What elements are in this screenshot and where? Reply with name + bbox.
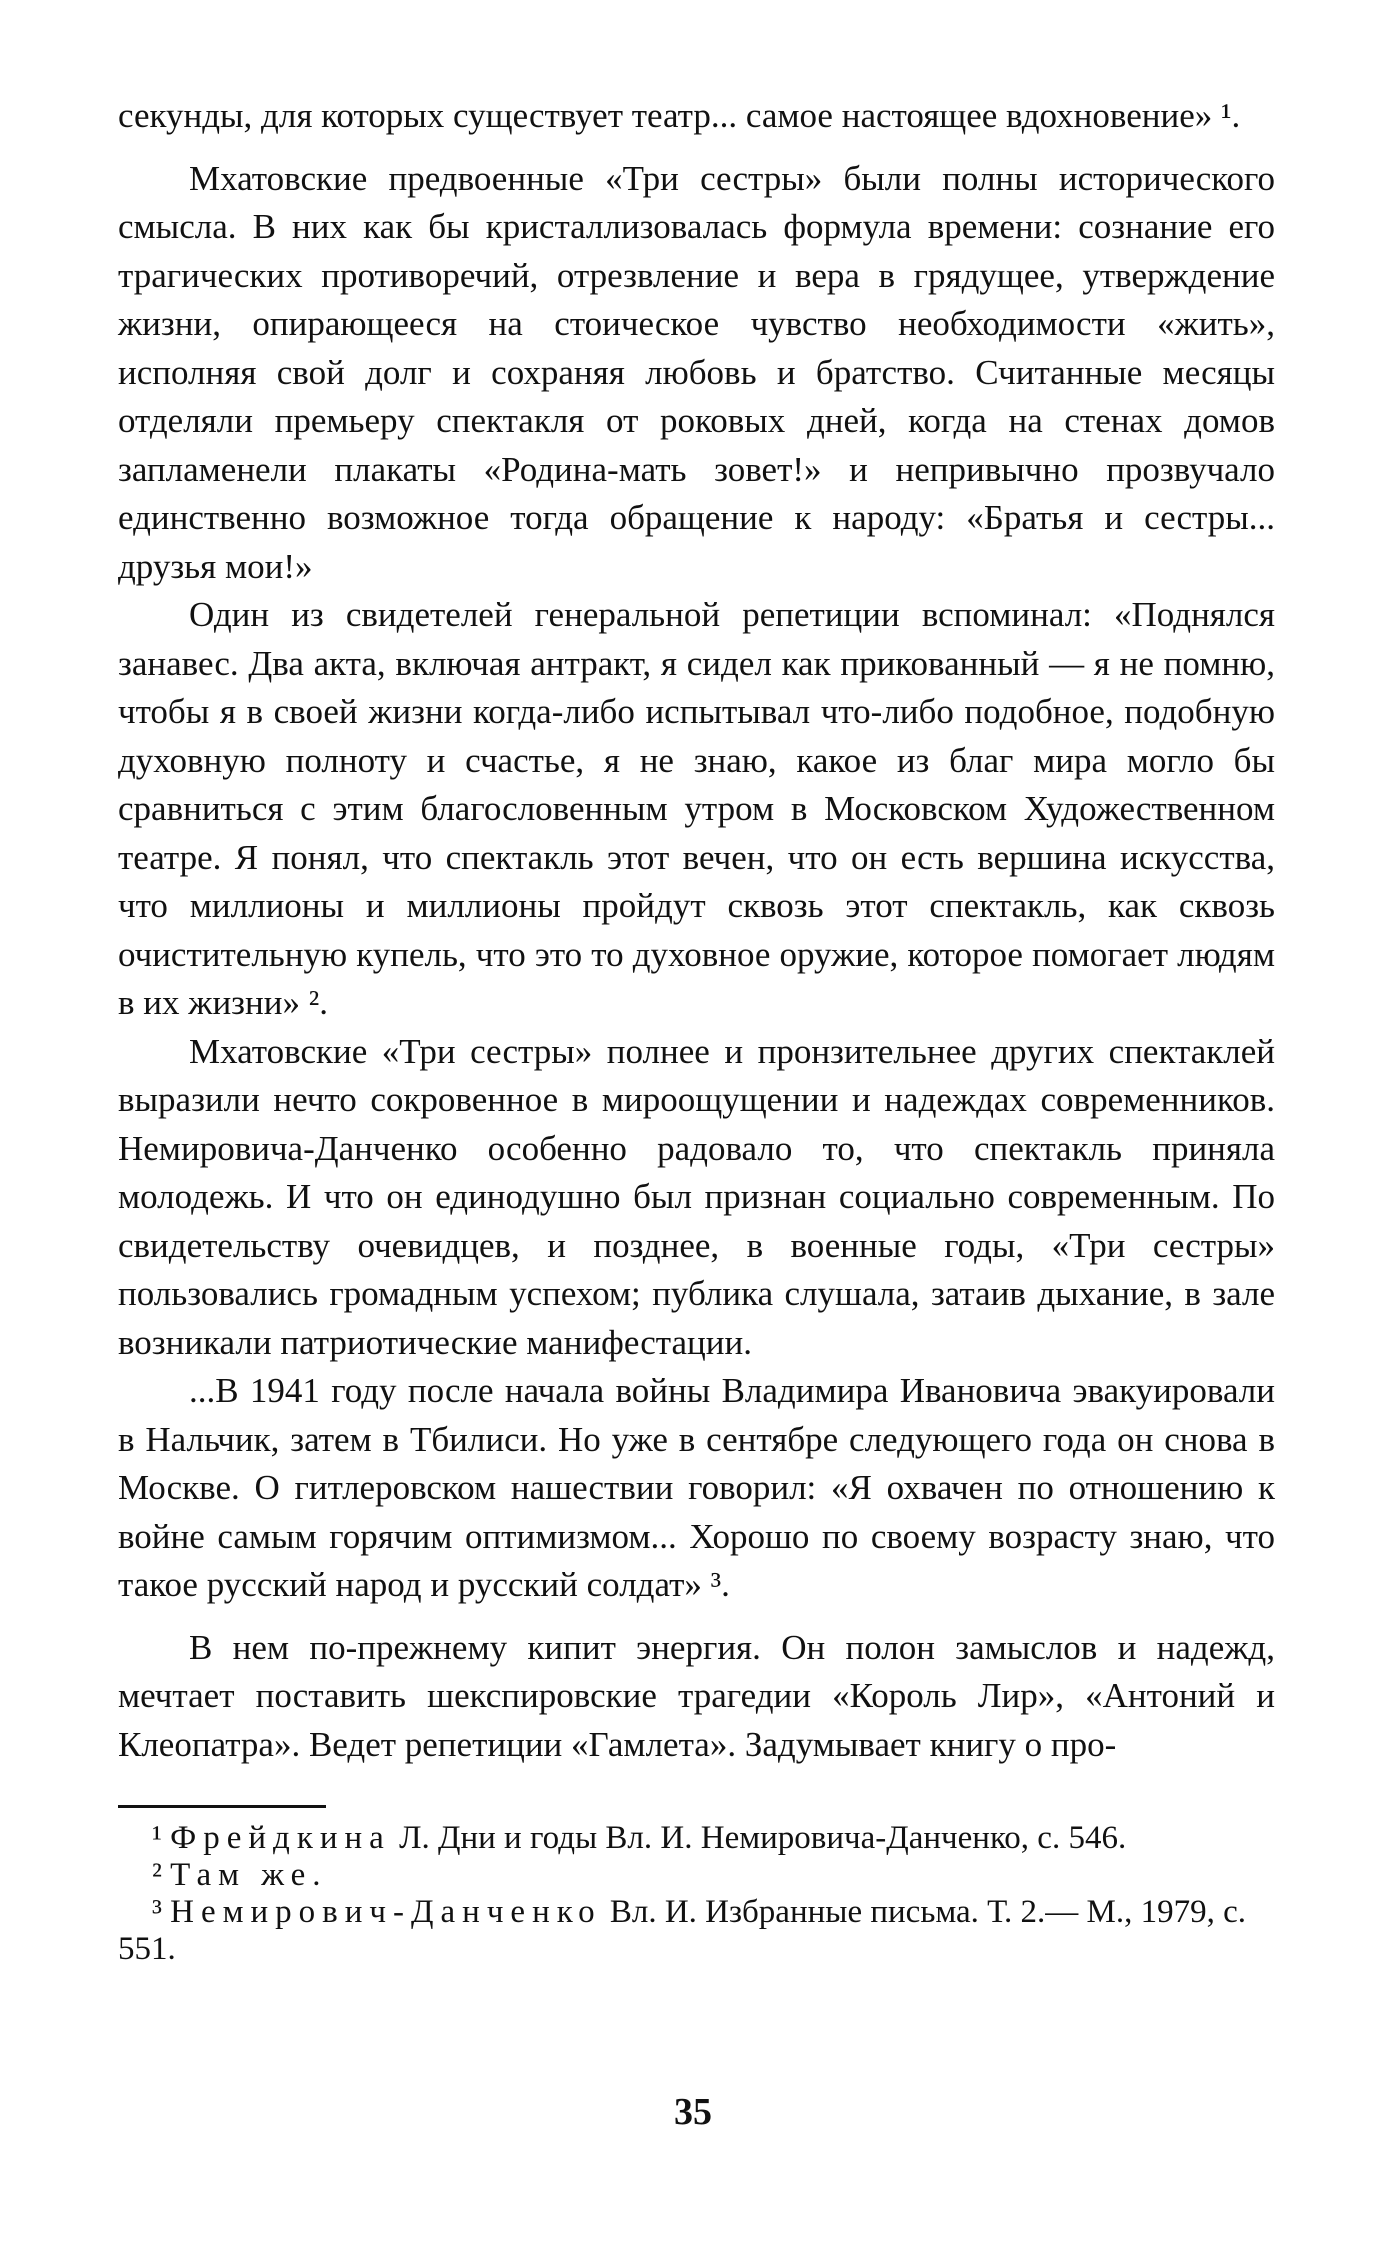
footnote-text: Вл. И. Избранные письма. Т. 2.— М., 1979, с. 551.: [118, 1894, 1247, 1967]
page-number: 35: [674, 2091, 712, 2133]
footnote-author: Фрейдкина: [170, 1820, 391, 1856]
footnote-author: Там же.: [170, 1857, 328, 1893]
footnote-author: Немирович-Данченко: [170, 1894, 602, 1930]
footnote-3: [118, 1894, 1275, 1968]
footnote-number: ³: [152, 1894, 162, 1930]
paragraph-3: Один из свидетелей генеральной репетиции вспоминал: «Поднялся занавес. Два акта, включая антракт, я сидел как прикованный — я не помню, чтобы я в своей жизни когда-либо испытывал что-либо подобное, подобную духовную полноту и счастье, я не знаю, какое из благ мира могло бы сравниться с этим благословенным утром в Московском Художественном театре. Я понял, что спектакль этот вечен, что он есть вершина искусства, что миллионы и миллионы пройдут сквозь этот спектакль, как сквозь очистительную купель, что это то духовное оружие, которое помогает людям в их жизни» ².: [118, 595, 1275, 1022]
footnote-divider: [118, 1805, 326, 1808]
page-body: [118, 92, 1275, 1968]
paragraph-4: Мхатовские «Три сестры» полнее и пронзительнее других спектаклей выразили нечто сокровенное в мироощущении и надеждах современников. Немировича-Данченко особенно радовало то, что спектакль приняла молодежь. И что он единодушно был признан социально современным. По свидетельству очевидцев, и позднее, в военные годы, «Три сестры» пользовались громадным успехом; публика слушала, затаив дыхание, в зале возникали патриотические манифестации.: [118, 1031, 1275, 1362]
footnote-text: Л. Дни и годы Вл. И. Немировича-Данченко, с. 546.: [390, 1820, 1127, 1856]
paragraph-6: В нем по-прежнему кипит энергия. Он полон замыслов и надежд, мечтает поставить шекспировские трагедии «Король Лир», «Антоний и Клеопатра». Ведет репетиции «Гамлета». Задумывает книгу о про-: [118, 1627, 1275, 1764]
paragraph-5: ...В 1941 году после начала войны Владимира Ивановича эвакуировали в Нальчик, затем в Тбилиси. Но уже в сентябре следующего года он снова в Москве. О гитлеровском нашествии говорил: «Я охвачен по отношению к войне самым горячим оптимизмом... Хорошо по своему возрасту знаю, что такое русский народ и русский солдат» ³.: [118, 1371, 1275, 1604]
paragraph-2: Мхатовские предвоенные «Три сестры» были полны исторического смысла. В них как бы кристаллизовалась формула времени: сознание его трагических противоречий, отрезвление и вера в грядущее, утверждение жизни, опирающееся на стоическое чувство необходимости «жить», исполняя свой долг и сохраняя любовь и братство. Считанные месяцы отделяли премьеру спектакля от роковых дней, когда на стенах домов запламенели плакаты «Родина-мать зовет!» и непривычно прозвучало единственно возможное тогда обращение к народу: «Братья и сестры... друзья мои!»: [118, 158, 1275, 586]
footnote-2: [118, 1857, 1275, 1894]
footnote-number: ²: [152, 1857, 162, 1893]
paragraph-1: секунды, для которых существует театр... самое настоящее вдохновение» ¹.: [118, 96, 1241, 135]
footnote-1: [118, 1820, 1275, 1857]
footnote-number: ¹: [152, 1820, 162, 1856]
